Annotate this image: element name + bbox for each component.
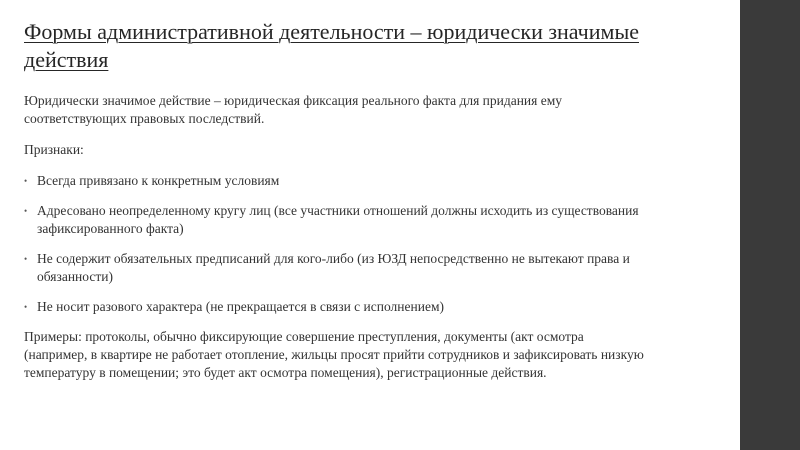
list-item-text: Не носит разового характера (не прекращается в связи с исполнением)	[37, 299, 444, 314]
bullet-icon: •	[24, 254, 28, 264]
definition-text: Юридически значимое действие – юридическая фиксация реального факта для придания ему соответствующих правовых последствий.	[24, 93, 563, 126]
signs-list	[24, 172, 644, 316]
list-item	[24, 172, 644, 190]
list-item	[24, 202, 644, 238]
list-item-text: Всегда привязано к конкретным условиям	[37, 173, 280, 188]
list-item-text: Адресовано неопределенному кругу лиц (все участники отношений должны исходить из существования зафиксированного факта)	[37, 203, 639, 236]
side-band	[740, 0, 800, 450]
list-item	[24, 298, 644, 316]
bullet-icon: •	[24, 206, 28, 216]
list-item-text: Не содержит обязательных предписаний для кого-либо (из ЮЗД непосредственно не вытекают права и обязанности)	[37, 251, 630, 284]
examples-text: Примеры: протоколы, обычно фиксирующие совершение преступления, документы (акт осмотра (например, в квартире не работает отопление, жильцы просят прийти сотрудников и зафиксировать низкую температуру в помещении; это будет акт осмотра помещения), регистрационные действия.	[24, 329, 644, 380]
slide-content	[24, 92, 644, 382]
signs-heading: Признаки:	[24, 142, 84, 157]
list-item	[24, 250, 644, 286]
bullet-icon: •	[24, 302, 28, 312]
bullet-icon: •	[24, 176, 28, 186]
slide-title: Формы административной деятельности – юридически значимые действия	[24, 19, 639, 72]
